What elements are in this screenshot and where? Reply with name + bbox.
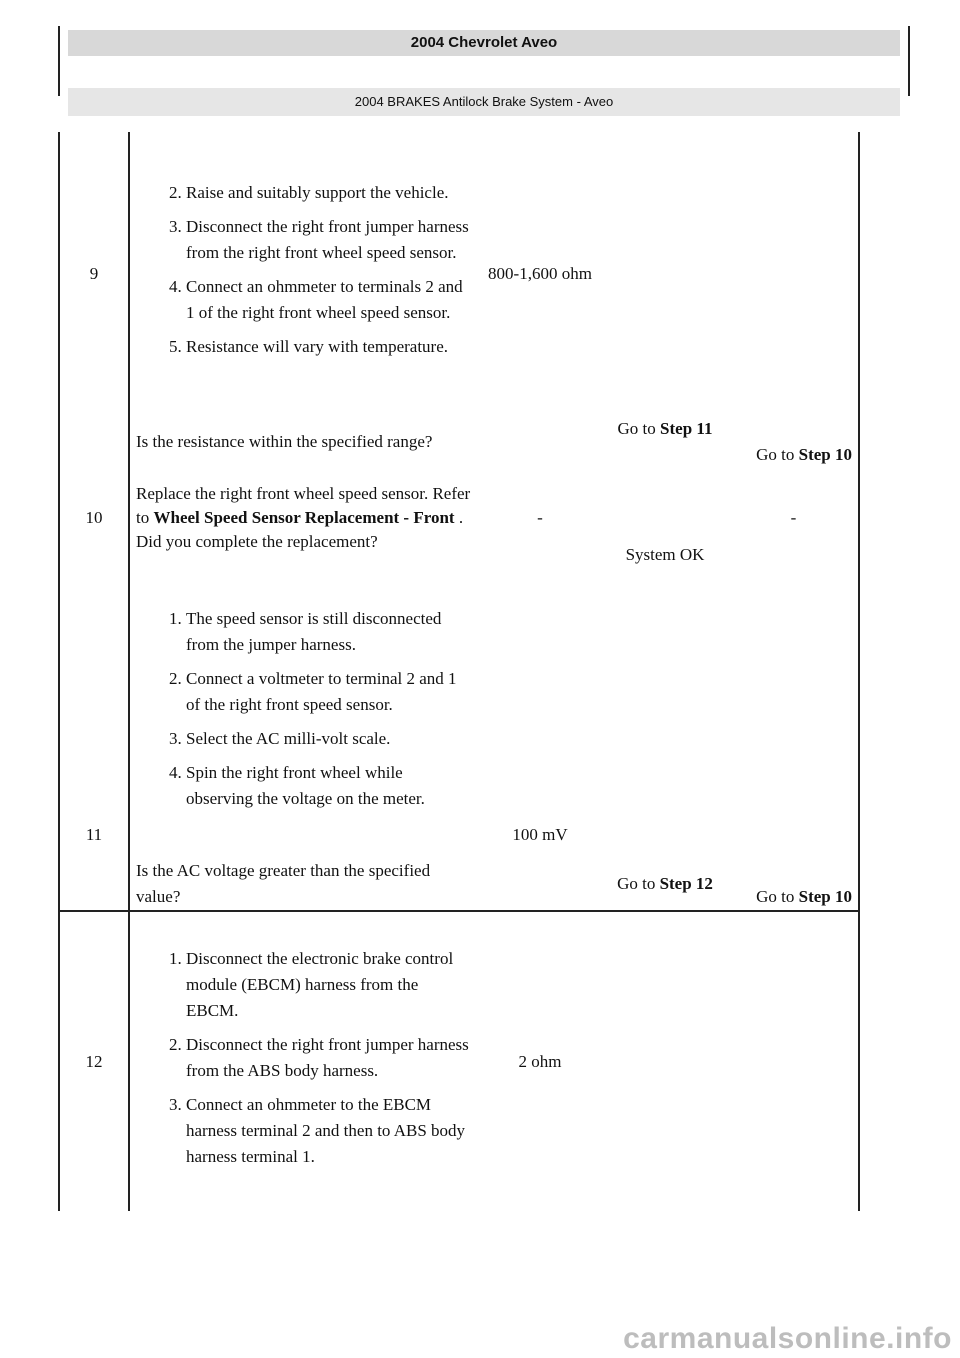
step-link[interactable]: Step 11 — [660, 419, 713, 438]
procedure-link[interactable]: Wheel Speed Sensor Replacement - Front — [153, 508, 455, 527]
question-text: Is the AC voltage greater than the specified value? — [136, 861, 431, 906]
question-text: Is the resistance within the specified range? — [136, 432, 433, 451]
list-item: 3. Connect an ohmmeter to the EBCM harness terminal 2 and then to ABS body harness terminal 1. — [186, 1092, 473, 1170]
step-link[interactable]: Step 12 — [659, 874, 713, 893]
no-result: - — [729, 468, 859, 568]
diagnostic-table — [58, 132, 858, 1240]
yes-result: System OK — [625, 545, 705, 564]
action-cell — [129, 132, 479, 416]
document-title: 2004 Chevrolet Aveo — [68, 30, 900, 56]
table-row-step-11-question — [59, 858, 859, 911]
step-number: 12 — [59, 911, 129, 1211]
yes-result: Go to Step 12 — [617, 874, 713, 893]
list-item: 3. Select the AC milli-volt scale. — [186, 726, 473, 752]
list-item: 3. Disconnect the right front jumper harness from the right front wheel speed sensor. — [186, 214, 473, 266]
step-number: 11 — [59, 568, 129, 858]
table-row-step-11 — [59, 568, 859, 858]
action-cell — [129, 911, 479, 1211]
watermark: carmanualsonline.info — [623, 1322, 952, 1355]
list-item: 2. Connect a voltmeter to terminal 2 and 1 of the right front speed sensor. — [186, 666, 473, 718]
action-cell — [129, 568, 479, 858]
table-row-step-12 — [59, 911, 859, 1211]
question-text: Did you complete the replacement? — [136, 532, 378, 551]
spec-value: - — [537, 508, 543, 527]
step-number: 10 — [59, 468, 129, 568]
list-item: 2. Disconnect the right front jumper harness from the ABS body harness. — [186, 1032, 473, 1084]
list-item: 4. Spin the right front wheel while observing the voltage on the meter. — [186, 760, 473, 812]
step-link[interactable]: Step 10 — [798, 887, 852, 906]
spec-value: 100 mV — [512, 825, 568, 844]
step-number: 9 — [59, 132, 129, 416]
list-item: 4. Connect an ohmmeter to terminals 2 and 1 of the right front wheel speed sensor. — [186, 274, 473, 326]
no-result: Go to Step 10 — [729, 416, 859, 468]
yes-result: Go to Step 11 — [617, 419, 713, 438]
table-row-step-9-question — [59, 416, 859, 468]
list-item: 2. Raise and suitably support the vehicle. — [186, 180, 473, 206]
no-result: Go to Step 10 — [729, 858, 859, 911]
table-row-step-10 — [59, 468, 859, 568]
list-item: 1. The speed sensor is still disconnected from the jumper harness. — [186, 606, 473, 658]
list-item: 1. Disconnect the electronic brake control module (EBCM) harness from the EBCM. — [186, 946, 473, 1024]
step-link[interactable]: Step 10 — [798, 445, 852, 464]
spec-value: 2 ohm — [479, 911, 601, 1211]
document-subtitle: 2004 BRAKES Antilock Brake System - Aveo — [354, 94, 614, 109]
spec-value: 800-1,600 ohm — [488, 264, 592, 283]
page-header — [58, 26, 910, 109]
table-row-step-9 — [59, 132, 859, 416]
action-cell: Replace the right front wheel speed sensor. Refer to Wheel Speed Sensor Replacement - Front . Did you complete the replacement? — [136, 484, 471, 551]
list-item: 5. Resistance will vary with temperature. — [186, 334, 473, 360]
